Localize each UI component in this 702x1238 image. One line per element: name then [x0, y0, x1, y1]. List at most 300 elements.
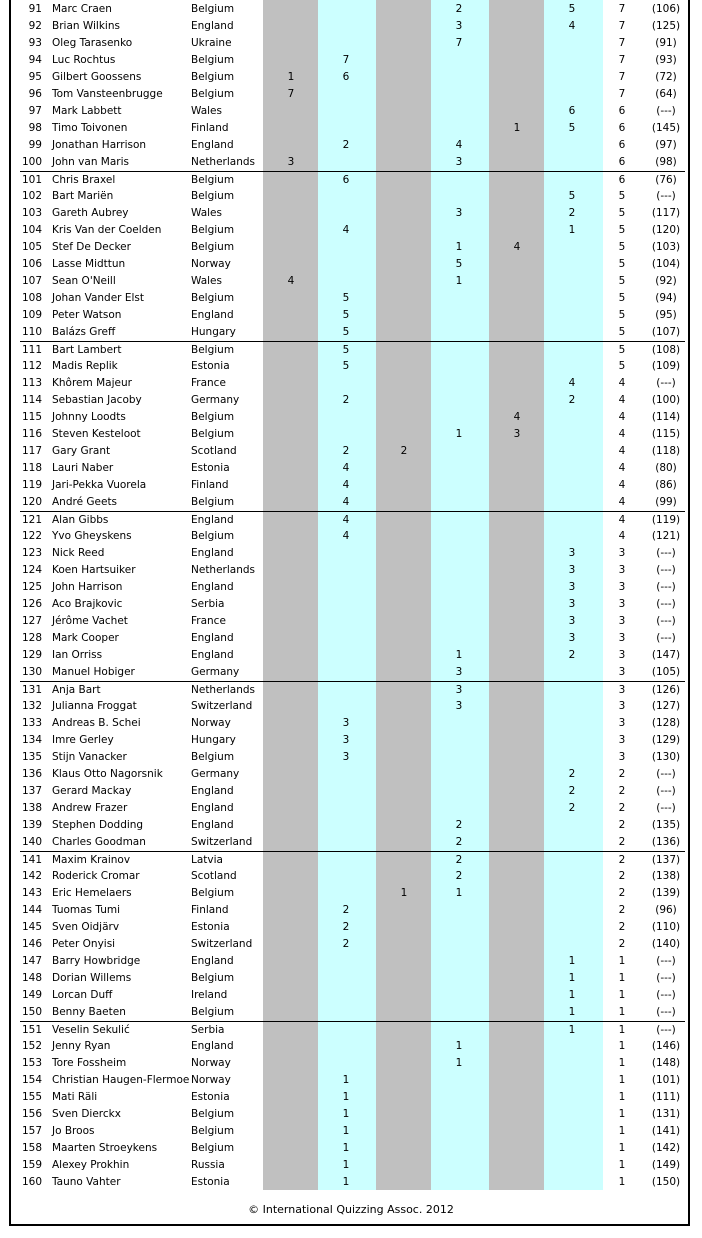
total-cell: 7: [618, 20, 626, 32]
table-row: [20, 188, 685, 205]
total-cell: 4: [618, 514, 626, 526]
score-cell-4: 3: [455, 684, 463, 696]
name-cell: Madis Replik: [52, 360, 118, 372]
score-cell-4: 2: [455, 819, 463, 831]
previous-rank-cell: (142): [651, 1142, 681, 1154]
table-row: [20, 919, 685, 936]
previous-rank-cell: (114): [651, 411, 681, 423]
total-cell: 3: [618, 632, 626, 644]
rank-cell: 116: [21, 428, 42, 440]
previous-rank-cell: (---): [656, 1024, 676, 1036]
total-cell: 3: [618, 581, 626, 593]
total-cell: 1: [618, 1176, 626, 1188]
name-cell: Steven Kesteloot: [52, 428, 141, 440]
name-cell: Manuel Hobiger: [52, 666, 135, 678]
previous-rank-cell: (100): [651, 394, 681, 406]
table-row: [20, 426, 685, 443]
score-cell-6: 6: [568, 105, 576, 117]
table-row: [20, 987, 685, 1004]
name-cell: Tom Vansteenbrugge: [52, 88, 163, 100]
table-row: [20, 562, 685, 579]
table-row: [20, 290, 685, 307]
score-cell-2: 5: [342, 309, 350, 321]
name-cell: Imre Gerley: [52, 734, 114, 746]
score-cell-4: 7: [455, 37, 463, 49]
rank-cell: 130: [21, 666, 42, 678]
score-cell-2: 1: [342, 1108, 350, 1120]
table-row: [20, 324, 685, 341]
rank-cell: 138: [21, 802, 42, 814]
country-cell: Norway: [191, 1057, 231, 1069]
score-cell-4: 2: [455, 836, 463, 848]
table-row: [20, 120, 685, 137]
total-cell: 2: [618, 802, 626, 814]
rank-cell: 155: [21, 1091, 42, 1103]
name-cell: Oleg Tarasenko: [52, 37, 133, 49]
name-cell: Bart Mariën: [52, 190, 114, 202]
previous-rank-cell: (125): [651, 20, 681, 32]
country-cell: Estonia: [191, 1091, 230, 1103]
score-cell-4: 1: [455, 428, 463, 440]
previous-rank-cell: (138): [651, 870, 681, 882]
rank-cell: 146: [21, 938, 42, 950]
table-row: [20, 953, 685, 970]
country-cell: Germany: [191, 666, 240, 678]
score-cell-6: 5: [568, 190, 576, 202]
previous-rank-cell: (101): [651, 1074, 681, 1086]
table-row: [20, 375, 685, 392]
table-row: [20, 749, 685, 766]
previous-rank-cell: (99): [655, 496, 677, 508]
name-cell: Eric Hemelaers: [52, 887, 132, 899]
name-cell: Stephen Dodding: [52, 819, 144, 831]
name-cell: Roderick Cromar: [52, 870, 140, 882]
score-cell-2: 1: [342, 1074, 350, 1086]
table-row: [20, 1106, 685, 1123]
previous-rank-cell: (98): [655, 156, 677, 168]
name-cell: Sean O'Neill: [52, 275, 116, 287]
table-row: [20, 392, 685, 409]
previous-rank-cell: (149): [651, 1159, 681, 1171]
rank-cell: 151: [21, 1024, 42, 1036]
rank-cell: 109: [21, 309, 42, 321]
score-cell-6: 3: [568, 615, 576, 627]
country-cell: Scotland: [191, 870, 237, 882]
total-cell: 4: [618, 530, 626, 542]
score-cell-2: 5: [342, 360, 350, 372]
rank-cell: 125: [21, 581, 42, 593]
country-cell: England: [191, 20, 234, 32]
country-cell: Belgium: [191, 972, 235, 984]
name-cell: Sven Oidjärv: [52, 921, 120, 933]
name-cell: Gerard Mackay: [52, 785, 132, 797]
table-row: [20, 851, 685, 868]
rank-cell: 114: [21, 394, 42, 406]
country-cell: Ukraine: [191, 37, 232, 49]
total-cell: 5: [618, 258, 626, 270]
previous-rank-cell: (111): [651, 1091, 681, 1103]
score-cell-2: 4: [342, 479, 350, 491]
table-row: [20, 18, 685, 35]
score-cell-6: 3: [568, 547, 576, 559]
country-cell: Netherlands: [191, 564, 256, 576]
country-cell: Belgium: [191, 751, 235, 763]
previous-rank-cell: (---): [656, 955, 676, 967]
country-cell: Belgium: [191, 54, 235, 66]
rank-cell: 106: [21, 258, 42, 270]
country-cell: England: [191, 955, 234, 967]
total-cell: 1: [618, 1006, 626, 1018]
score-cell-2: 5: [342, 292, 350, 304]
table-row: [20, 613, 685, 630]
previous-rank-cell: (92): [655, 275, 677, 287]
table-row: [20, 1072, 685, 1089]
table-row: [20, 817, 685, 834]
country-cell: England: [191, 581, 234, 593]
name-cell: John Harrison: [52, 581, 123, 593]
table-row: [20, 732, 685, 749]
name-cell: Mark Labbett: [52, 105, 122, 117]
table-row: [20, 715, 685, 732]
score-cell-6: 1: [568, 972, 576, 984]
score-cell-6: 1: [568, 1006, 576, 1018]
rank-cell: 92: [28, 20, 42, 32]
total-cell: 2: [618, 785, 626, 797]
country-cell: Germany: [191, 768, 240, 780]
rank-cell: 156: [21, 1108, 42, 1120]
previous-rank-cell: (115): [651, 428, 681, 440]
name-cell: Stef De Decker: [52, 241, 131, 253]
previous-rank-cell: (94): [655, 292, 677, 304]
total-cell: 2: [618, 887, 626, 899]
score-cell-4: 3: [455, 666, 463, 678]
name-cell: Jari-Pekka Vuorela: [52, 479, 147, 491]
name-cell: Kris Van der Coelden: [52, 224, 162, 236]
previous-rank-cell: (121): [651, 530, 681, 542]
score-cell-2: 3: [342, 717, 350, 729]
previous-rank-cell: (---): [656, 547, 676, 559]
previous-rank-cell: (148): [651, 1057, 681, 1069]
name-cell: Sven Dierckx: [52, 1108, 121, 1120]
name-cell: Tauno Vahter: [52, 1176, 121, 1188]
previous-rank-cell: (95): [655, 309, 677, 321]
name-cell: Klaus Otto Nagorsnik: [52, 768, 163, 780]
score-cell-5: 4: [513, 241, 521, 253]
country-cell: Latvia: [191, 854, 223, 866]
rank-cell: 98: [28, 122, 42, 134]
score-cell-2: 3: [342, 751, 350, 763]
score-cell-2: 2: [342, 904, 350, 916]
score-cell-2: 2: [342, 394, 350, 406]
rank-cell: 102: [21, 190, 42, 202]
country-cell: Belgium: [191, 496, 235, 508]
country-cell: Serbia: [191, 598, 225, 610]
name-cell: Andreas B. Schei: [52, 717, 141, 729]
rank-cell: 126: [21, 598, 42, 610]
previous-rank-cell: (---): [656, 632, 676, 644]
score-cell-6: 3: [568, 581, 576, 593]
previous-rank-cell: (130): [651, 751, 681, 763]
name-cell: Benny Baeten: [52, 1006, 126, 1018]
name-cell: Tuomas Tumi: [52, 904, 120, 916]
total-cell: 5: [618, 360, 626, 372]
country-cell: Finland: [191, 904, 229, 916]
name-cell: John van Maris: [52, 156, 130, 168]
previous-rank-cell: (---): [656, 768, 676, 780]
rank-cell: 133: [21, 717, 42, 729]
table-row: [20, 545, 685, 562]
table-row: [20, 528, 685, 545]
previous-rank-cell: (109): [651, 360, 681, 372]
previous-rank-cell: (---): [656, 802, 676, 814]
table-row: [20, 698, 685, 715]
total-cell: 1: [618, 1159, 626, 1171]
name-cell: Luc Rochtus: [52, 54, 116, 66]
previous-rank-cell: (131): [651, 1108, 681, 1120]
country-cell: Netherlands: [191, 156, 256, 168]
table-row: [20, 1174, 685, 1191]
country-cell: England: [191, 802, 234, 814]
total-cell: 3: [618, 684, 626, 696]
name-cell: Peter Watson: [52, 309, 122, 321]
score-cell-4: 1: [455, 1057, 463, 1069]
previous-rank-cell: (120): [651, 224, 681, 236]
table-row: [20, 834, 685, 851]
score-cell-2: 5: [342, 326, 350, 338]
table-row: [20, 1157, 685, 1174]
previous-rank-cell: (96): [655, 904, 677, 916]
previous-rank-cell: (---): [656, 598, 676, 610]
table-row: [20, 103, 685, 120]
country-cell: England: [191, 139, 234, 151]
total-cell: 7: [618, 37, 626, 49]
country-cell: Belgium: [191, 428, 235, 440]
table-row: [20, 630, 685, 647]
total-cell: 6: [618, 122, 626, 134]
total-cell: 5: [618, 207, 626, 219]
total-cell: 6: [618, 105, 626, 117]
name-cell: Maxim Krainov: [52, 854, 131, 866]
rank-cell: 110: [21, 326, 42, 338]
name-cell: Johnny Loodts: [52, 411, 126, 423]
rank-cell: 118: [21, 462, 42, 474]
score-cell-4: 3: [455, 700, 463, 712]
table-row: [20, 358, 685, 375]
rank-cell: 160: [21, 1176, 42, 1188]
previous-rank-cell: (106): [651, 3, 681, 15]
total-cell: 2: [618, 836, 626, 848]
rank-cell: 91: [28, 3, 42, 15]
table-row: [20, 1140, 685, 1157]
total-cell: 5: [618, 190, 626, 202]
name-cell: Anja Bart: [52, 684, 101, 696]
country-cell: England: [191, 632, 234, 644]
table-row: [20, 681, 685, 698]
table-row: [20, 1123, 685, 1140]
total-cell: 5: [618, 344, 626, 356]
rank-cell: 154: [21, 1074, 42, 1086]
name-cell: Timo Toivonen: [52, 122, 128, 134]
previous-rank-cell: (119): [651, 514, 681, 526]
country-cell: England: [191, 819, 234, 831]
score-cell-6: 2: [568, 649, 576, 661]
table-row: [20, 171, 685, 188]
score-cell-2: 1: [342, 1091, 350, 1103]
country-cell: Serbia: [191, 1024, 225, 1036]
table-row: [20, 35, 685, 52]
score-cell-3: 2: [400, 445, 408, 457]
total-cell: 3: [618, 615, 626, 627]
previous-rank-cell: (146): [651, 1040, 681, 1052]
country-cell: Belgium: [191, 1125, 235, 1137]
name-cell: Gilbert Goossens: [52, 71, 142, 83]
name-cell: Marc Craen: [52, 3, 112, 15]
table-row: [20, 239, 685, 256]
score-cell-6: 4: [568, 377, 576, 389]
table-row: [20, 885, 685, 902]
previous-rank-cell: (---): [656, 581, 676, 593]
table-row: [20, 154, 685, 171]
score-cell-3: 1: [400, 887, 408, 899]
table-row: [20, 902, 685, 919]
previous-rank-cell: (97): [655, 139, 677, 151]
table-row: [20, 477, 685, 494]
total-cell: 3: [618, 598, 626, 610]
name-cell: Balázs Greff: [52, 326, 116, 338]
name-cell: Christian Haugen-Flermoe: [52, 1074, 190, 1086]
name-cell: Stijn Vanacker: [52, 751, 127, 763]
previous-rank-cell: (---): [656, 377, 676, 389]
country-cell: Belgium: [191, 411, 235, 423]
total-cell: 1: [618, 955, 626, 967]
name-cell: André Geets: [52, 496, 118, 508]
name-cell: Peter Onyisi: [52, 938, 116, 950]
country-cell: Finland: [191, 479, 229, 491]
score-cell-2: 2: [342, 921, 350, 933]
score-cell-2: 2: [342, 938, 350, 950]
previous-rank-cell: (129): [651, 734, 681, 746]
total-cell: 2: [618, 870, 626, 882]
total-cell: 1: [618, 1040, 626, 1052]
rank-cell: 115: [21, 411, 42, 423]
country-cell: Belgium: [191, 1142, 235, 1154]
name-cell: Jenny Ryan: [52, 1040, 111, 1052]
name-cell: Jo Broos: [52, 1125, 95, 1137]
rank-cell: 117: [21, 445, 42, 457]
score-cell-4: 2: [455, 854, 463, 866]
name-cell: Khôrem Majeur: [52, 377, 132, 389]
score-cell-6: 2: [568, 785, 576, 797]
total-cell: 4: [618, 377, 626, 389]
country-cell: Scotland: [191, 445, 237, 457]
total-cell: 3: [618, 547, 626, 559]
name-cell: Jérôme Vachet: [52, 615, 128, 627]
previous-rank-cell: (110): [651, 921, 681, 933]
rank-cell: 143: [21, 887, 42, 899]
total-cell: 4: [618, 445, 626, 457]
country-cell: Wales: [191, 275, 222, 287]
rank-cell: 142: [21, 870, 42, 882]
name-cell: Lasse Midttun: [52, 258, 126, 270]
rank-cell: 148: [21, 972, 42, 984]
country-cell: Estonia: [191, 1176, 230, 1188]
score-cell-1: 3: [287, 156, 295, 168]
rank-cell: 105: [21, 241, 42, 253]
rank-cell: 93: [28, 37, 42, 49]
total-cell: 7: [618, 71, 626, 83]
score-cell-2: 3: [342, 734, 350, 746]
name-cell: Julianna Froggat: [52, 700, 137, 712]
rank-cell: 121: [21, 514, 42, 526]
score-cell-2: 1: [342, 1159, 350, 1171]
total-cell: 4: [618, 428, 626, 440]
score-cell-6: 2: [568, 207, 576, 219]
total-cell: 7: [618, 3, 626, 15]
rank-cell: 135: [21, 751, 42, 763]
total-cell: 5: [618, 292, 626, 304]
name-cell: Andrew Frazer: [52, 802, 128, 814]
rank-cell: 145: [21, 921, 42, 933]
country-cell: Belgium: [191, 530, 235, 542]
previous-rank-cell: (76): [655, 174, 677, 186]
rank-cell: 100: [21, 156, 42, 168]
rank-cell: 129: [21, 649, 42, 661]
name-cell: Lorcan Duff: [52, 989, 113, 1001]
total-cell: 1: [618, 1057, 626, 1069]
name-cell: Ian Orriss: [52, 649, 103, 661]
score-cell-6: 2: [568, 768, 576, 780]
score-cell-2: 6: [342, 174, 350, 186]
name-cell: Veselin Sekulić: [52, 1024, 130, 1036]
previous-rank-cell: (64): [655, 88, 677, 100]
name-cell: Lauri Naber: [52, 462, 114, 474]
country-cell: Belgium: [191, 241, 235, 253]
name-cell: Brian Wilkins: [52, 20, 120, 32]
country-cell: Estonia: [191, 360, 230, 372]
score-cell-2: 5: [342, 344, 350, 356]
table-row: [20, 936, 685, 953]
score-cell-2: 7: [342, 54, 350, 66]
rank-cell: 111: [21, 344, 42, 356]
country-cell: Norway: [191, 258, 231, 270]
score-cell-2: 4: [342, 462, 350, 474]
country-cell: France: [191, 377, 226, 389]
rank-cell: 107: [21, 275, 42, 287]
rank-cell: 147: [21, 955, 42, 967]
score-cell-4: 3: [455, 207, 463, 219]
score-cell-2: 6: [342, 71, 350, 83]
rank-cell: 158: [21, 1142, 42, 1154]
rank-cell: 123: [21, 547, 42, 559]
previous-rank-cell: (---): [656, 615, 676, 627]
total-cell: 1: [618, 1074, 626, 1086]
total-cell: 5: [618, 309, 626, 321]
name-cell: Alan Gibbs: [52, 514, 109, 526]
name-cell: Gary Grant: [52, 445, 111, 457]
rank-cell: 131: [21, 684, 42, 696]
rank-cell: 97: [28, 105, 42, 117]
country-cell: Switzerland: [191, 938, 253, 950]
country-cell: Belgium: [191, 224, 235, 236]
table-row: [20, 579, 685, 596]
rank-cell: 136: [21, 768, 42, 780]
previous-rank-cell: (147): [651, 649, 681, 661]
total-cell: 6: [618, 174, 626, 186]
total-cell: 5: [618, 326, 626, 338]
score-cell-5: 1: [513, 122, 521, 134]
country-cell: England: [191, 1040, 234, 1052]
total-cell: 3: [618, 734, 626, 746]
